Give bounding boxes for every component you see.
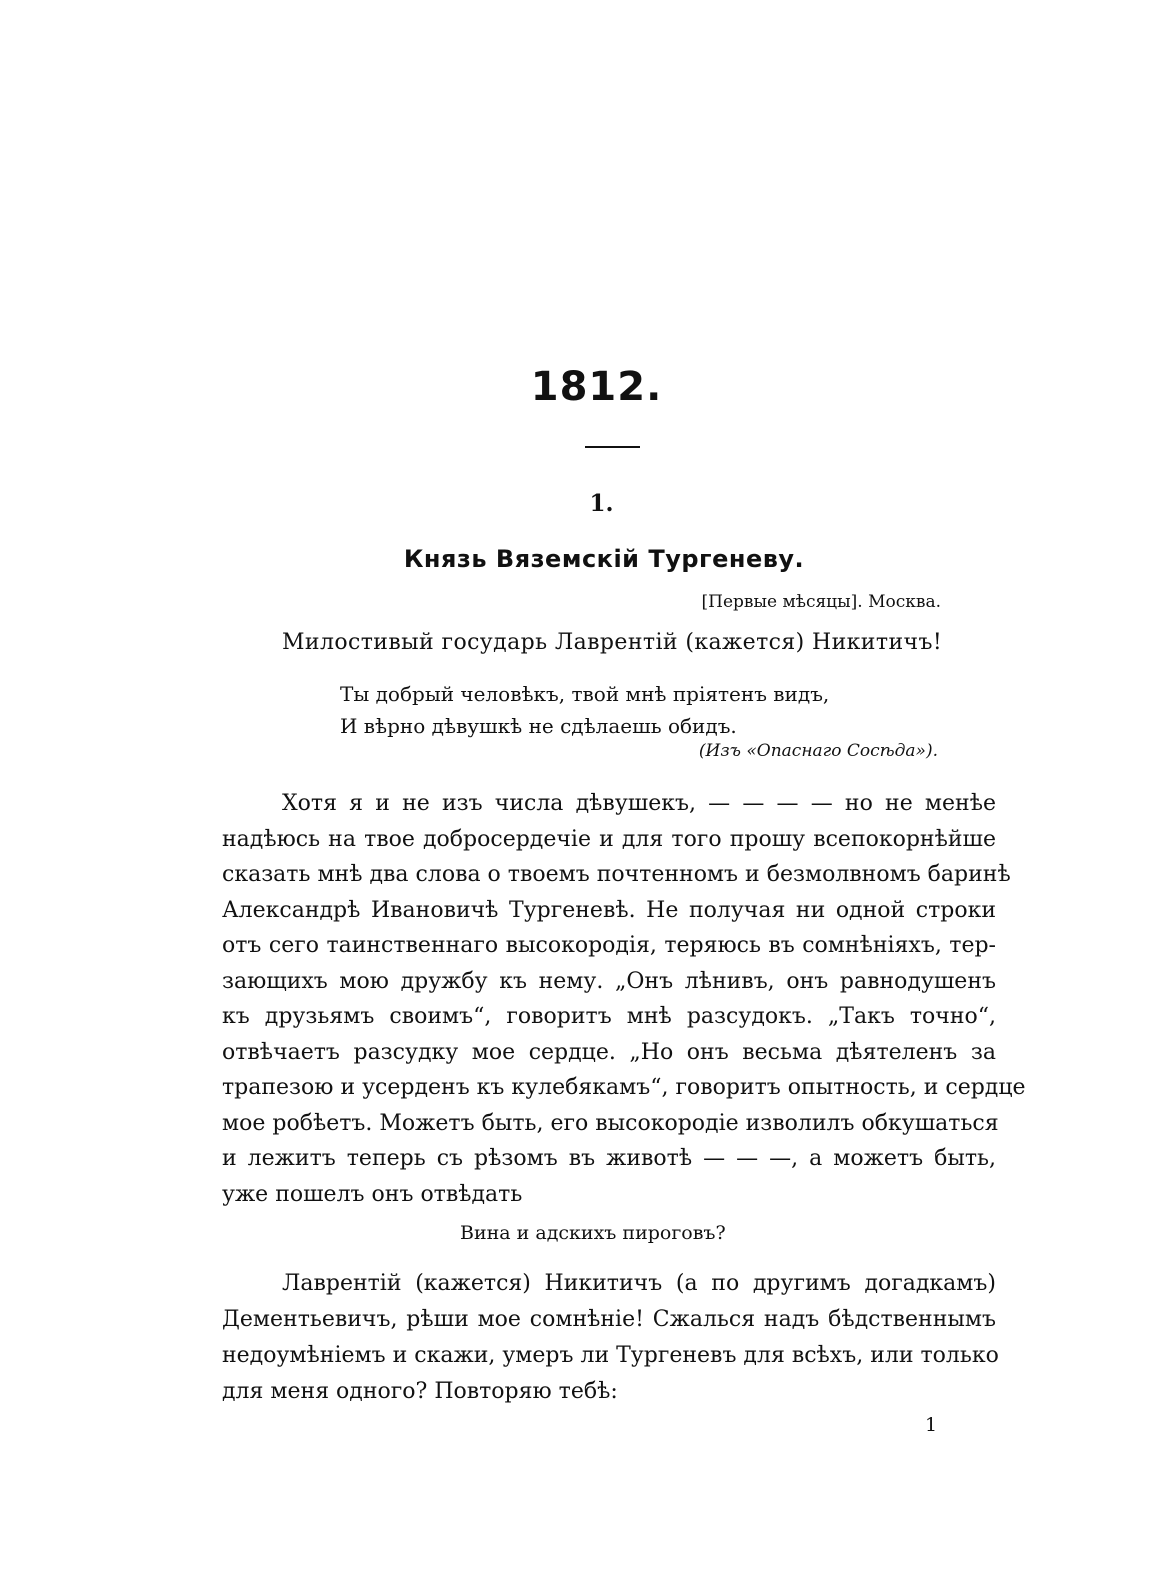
text-line: Лаврентій (кажется) Никитичъ (а по другимъ догадкамъ)	[282, 1271, 996, 1296]
text-line: уже пошелъ онъ отвѣдать	[222, 1181, 523, 1207]
epigraph	[340, 678, 829, 742]
paragraph-2	[222, 1266, 999, 1410]
letter-heading: Князь Вяземскій Тургеневу.	[403, 545, 805, 573]
text-line: мое робѣетъ. Можетъ быть, его высокородіе изволилъ обкушаться	[222, 1110, 999, 1136]
text-line: сказать мнѣ два слова о твоемъ почтенномъ и безмолвномъ баринѣ	[222, 862, 1011, 887]
verse-quote: Вина и адскихъ пироговъ?	[460, 1222, 726, 1244]
title-rule	[585, 446, 640, 448]
text-line: Дементьевичъ, рѣши мое сомнѣніе! Сжалься надъ бѣдственнымъ	[222, 1307, 996, 1332]
epigraph-source: (Изъ «Опаснаго Сосѣда»).	[698, 741, 938, 761]
year-title: 1812.	[530, 364, 663, 410]
text-line: отъ сего таинственнаго высокородія, теряюсь въ сомнѣніяхъ, тер-	[222, 933, 996, 958]
page-number: 1	[925, 1414, 938, 1436]
paragraph-1	[222, 786, 1026, 1212]
text-line: къ друзьямъ своимъ“, говоритъ мнѣ разсудокъ. „Такъ точно“,	[222, 1004, 996, 1029]
text-line: Александрѣ Ивановичѣ Тургеневѣ. Не получая ни одной строки	[222, 897, 996, 923]
text-line: трапезою и усерденъ къ кулебякамъ“, говоритъ опытность, и сердце	[222, 1075, 1026, 1100]
letter-dateline: [Первые мѣсяцы]. Москва.	[701, 592, 941, 612]
text-line: Хотя я и не изъ числа дѣвушекъ, — — — — но не менѣе	[282, 791, 996, 816]
epigraph-line: Ты добрый человѣкъ, твой мнѣ пріятенъ видъ,	[340, 682, 830, 706]
epigraph-line: И вѣрно дѣвушкѣ не сдѣлаешь обидъ.	[340, 714, 737, 738]
text-line: отвѣчаетъ разсудку мое сердце. „Но онъ весьма дѣятеленъ за	[222, 1039, 996, 1065]
text-line: зающихъ мою дружбу къ нему. „Онъ лѣнивъ, онъ равнодушенъ	[222, 968, 996, 994]
letter-salutation: Милостивый государь Лаврентій (кажется) Никитичъ!	[282, 630, 943, 655]
text-line: недоумѣніемъ и скажи, умеръ ли Тургеневъ для всѣхъ, или только	[222, 1343, 999, 1368]
text-line: для меня одного? Повторяю тебѣ:	[222, 1379, 618, 1404]
text-line: надѣюсь на твое добросердечіе и для того прошу всепокорнѣйше	[222, 826, 996, 852]
text-line: и лежитъ теперь съ рѣзомъ въ животѣ — — —, а можетъ быть,	[222, 1146, 996, 1171]
letter-number: 1.	[589, 490, 614, 517]
